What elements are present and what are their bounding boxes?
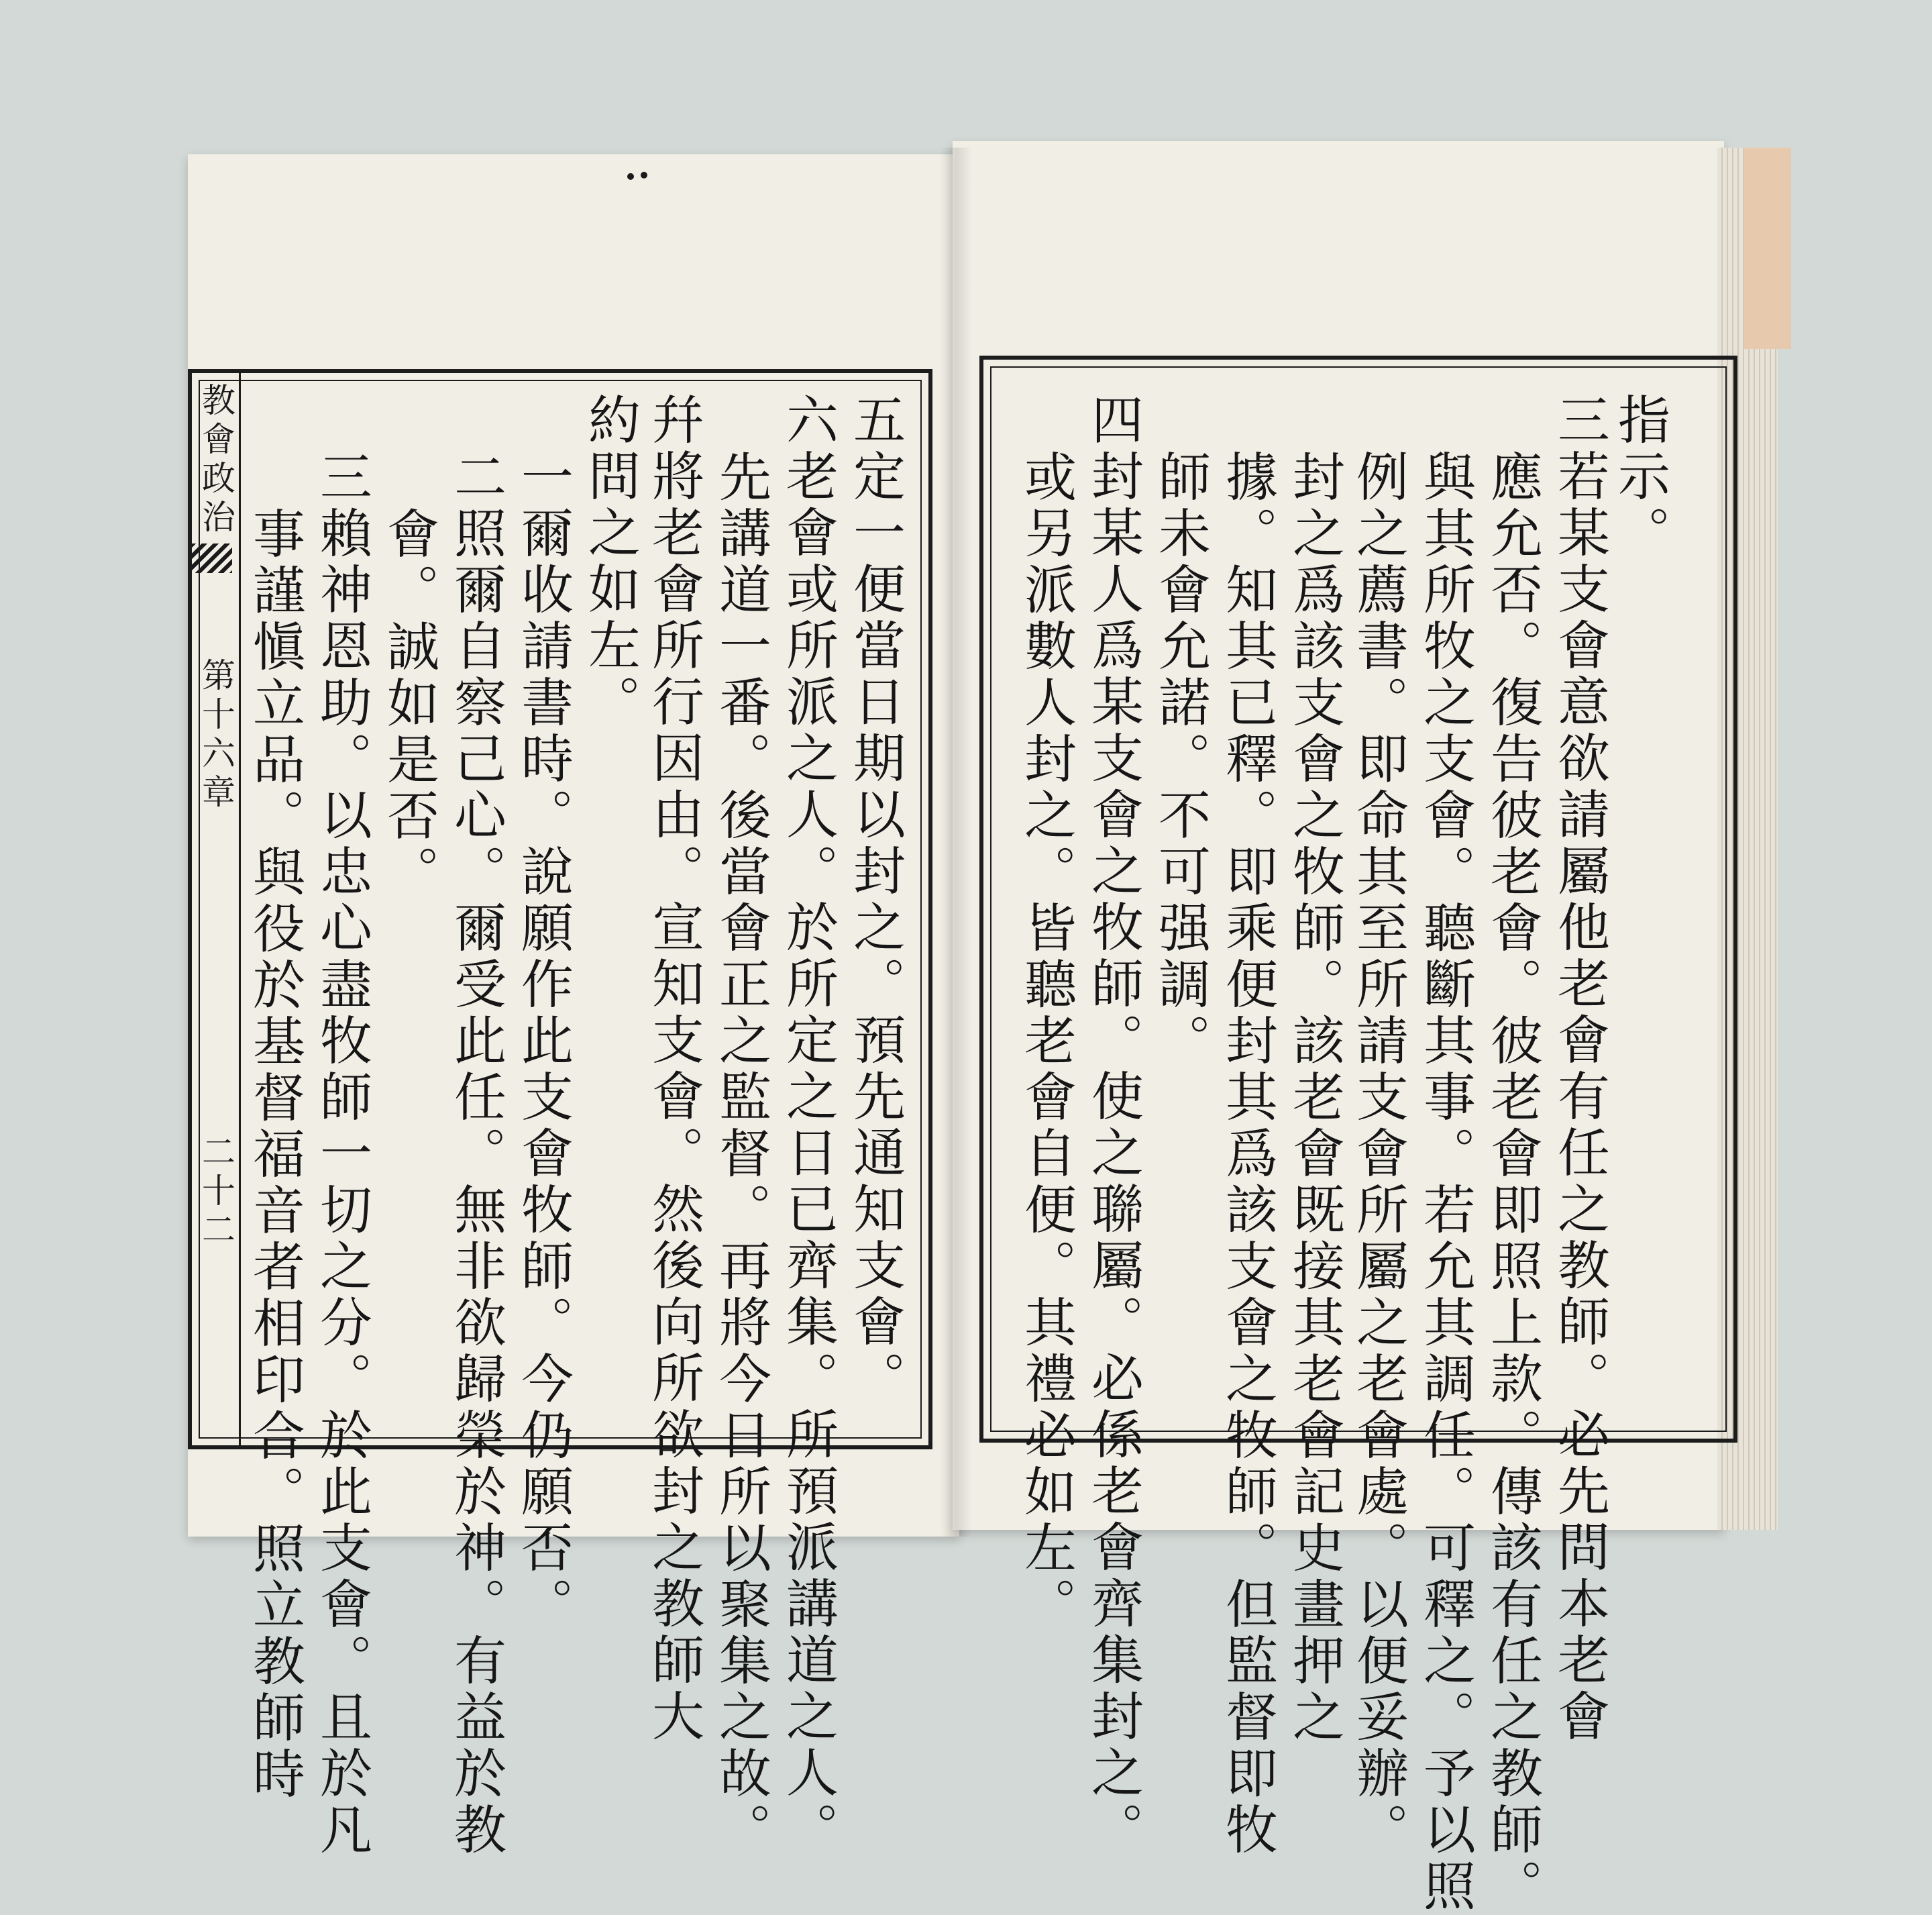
text-column: 封之爲該支會之牧師。該老會既接其老會記史畫押之 bbox=[1284, 450, 1344, 1746]
margin-divider bbox=[239, 373, 241, 1445]
text-column: 幷將老會所行因由。宣知支會。然後向所欲封之教師大 bbox=[643, 393, 704, 1745]
ink-spot bbox=[641, 172, 647, 178]
text-column: 應允否。復告彼老會。彼老會即照上款。傳該有任之教師。 bbox=[1482, 450, 1542, 1915]
text-column: 一爾收請書時。說願作此支會牧師。今仍願否。 bbox=[513, 450, 573, 1633]
text-column: 據。知其已釋。即乘便封其爲該支會之牧師。但監督即牧 bbox=[1217, 450, 1277, 1859]
text-column: 師未會允諾。不可强調。 bbox=[1150, 450, 1210, 1070]
page-number: 二十二 bbox=[197, 1134, 235, 1251]
text-column: 約問之如左。 bbox=[580, 393, 640, 731]
text-column: 六老會或所派之人。於所定之日已齊集。所預派講道之人。 bbox=[777, 393, 838, 1858]
text-column: 例之薦書。即命其至所請支會所屬之老會處。以便妥辦。 bbox=[1348, 450, 1408, 1859]
text-column: 五定一便當日期以封之。預先通知支會。 bbox=[845, 393, 905, 1407]
text-column: 或另派數人封之。皆聽老會自便。其禮必如左。 bbox=[1016, 450, 1076, 1633]
book-title: 教會政治 bbox=[197, 382, 235, 538]
text-column: 四封某人爲某支會之牧師。使之聯屬。必係老會齊集封之。 bbox=[1083, 393, 1143, 1858]
text-column: 三若某支會意欲請屬他老會有任之教師。必先問本老會 bbox=[1549, 393, 1609, 1745]
text-column: 二照爾自察己心。爾受此任。無非欲歸榮於神。有益於教 bbox=[445, 450, 506, 1859]
book-gutter bbox=[939, 148, 973, 1537]
chapter-label: 第十六章 bbox=[197, 658, 235, 813]
ink-spot bbox=[627, 173, 634, 180]
text-column: 事謹愼立品。與役於基督福音者相印合。照立教師時 bbox=[244, 507, 305, 1803]
cover-edge bbox=[1744, 148, 1791, 349]
text-column: 會。誠如是否。 bbox=[378, 507, 439, 901]
text-column: 先講道一番。後當會正之監督。再將今日所以聚集之故。 bbox=[710, 450, 771, 1859]
text-column: 與其所牧之支會。聽斷其事。若允其調任。可釋之。予以照 bbox=[1415, 450, 1475, 1915]
text-column: 指示。 bbox=[1609, 393, 1670, 562]
text-column: 三賴神恩助。以忠心盡牧師一切之分。於此支會。且於凡 bbox=[311, 450, 372, 1859]
